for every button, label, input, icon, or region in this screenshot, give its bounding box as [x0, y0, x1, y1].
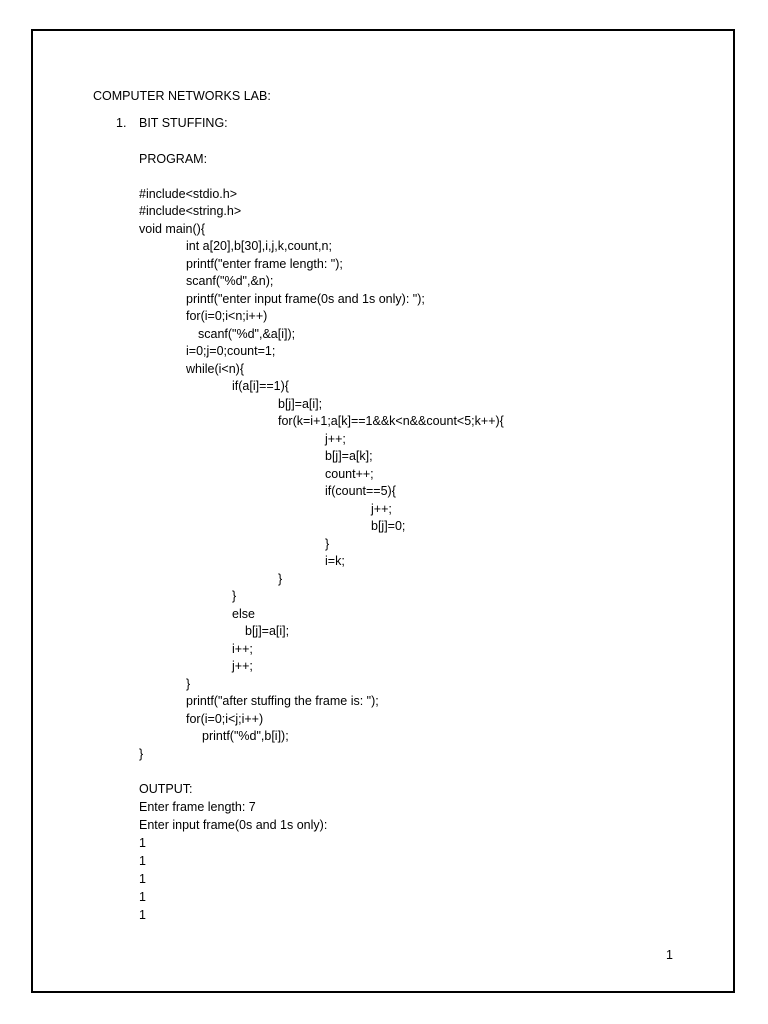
output-line: 1 [139, 836, 146, 850]
code-line: for(i=0;i<j;i++) [186, 712, 264, 726]
output-line: Enter input frame(0s and 1s only): [139, 818, 328, 832]
code-line: printf("%d",b[i]); [202, 729, 289, 743]
output-line: Enter frame length: 7 [139, 800, 256, 814]
page-number: 1 [666, 948, 673, 962]
code-line: #include<stdio.h> [139, 187, 237, 201]
code-line: b[j]=a[i]; [278, 397, 323, 411]
code-line: } [325, 537, 330, 551]
code-line: b[j]=0; [371, 519, 406, 533]
code-line: j++; [371, 502, 392, 516]
code-line: printf("after stuffing the frame is: "); [186, 694, 379, 708]
code-line: i++; [232, 642, 253, 656]
code-line: j++; [325, 432, 346, 446]
code-line: if(a[i]==1){ [232, 379, 289, 393]
output-line: 1 [139, 908, 146, 922]
code-line: else [232, 607, 255, 621]
code-line: i=k; [325, 554, 345, 568]
code-line: if(count==5){ [325, 484, 396, 498]
code-line: b[j]=a[k]; [325, 449, 373, 463]
code-line: while(i<n){ [186, 362, 245, 376]
document-heading: COMPUTER NETWORKS LAB: [93, 89, 271, 103]
code-line: int a[20],b[30],i,j,k,count,n; [186, 239, 332, 253]
program-label: PROGRAM: [139, 152, 208, 166]
output-line: 1 [139, 872, 146, 886]
code-line: j++; [232, 659, 253, 673]
code-line: for(i=0;i<n;i++) [186, 309, 268, 323]
code-line: scanf("%d",&n); [186, 274, 274, 288]
code-line: } [186, 677, 191, 691]
section-number: 1. [116, 116, 127, 130]
code-line: b[j]=a[i]; [245, 624, 290, 638]
code-line: for(k=i+1;a[k]==1&&k<n&&count<5;k++){ [278, 414, 504, 428]
code-line: i=0;j=0;count=1; [186, 344, 276, 358]
code-line: void main(){ [139, 222, 205, 236]
section-title: BIT STUFFING: [139, 116, 228, 130]
code-line: } [232, 589, 237, 603]
code-line: printf("enter frame length: "); [186, 257, 343, 271]
code-line: #include<string.h> [139, 204, 242, 218]
output-line: 1 [139, 890, 146, 904]
code-line: count++; [325, 467, 374, 481]
output-label: OUTPUT: [139, 782, 193, 796]
output-line: 1 [139, 854, 146, 868]
code-line: } [278, 572, 283, 586]
code-line: scanf("%d",&a[i]); [198, 327, 296, 341]
code-line: } [139, 747, 144, 761]
code-line: printf("enter input frame(0s and 1s only): "); [186, 292, 425, 306]
